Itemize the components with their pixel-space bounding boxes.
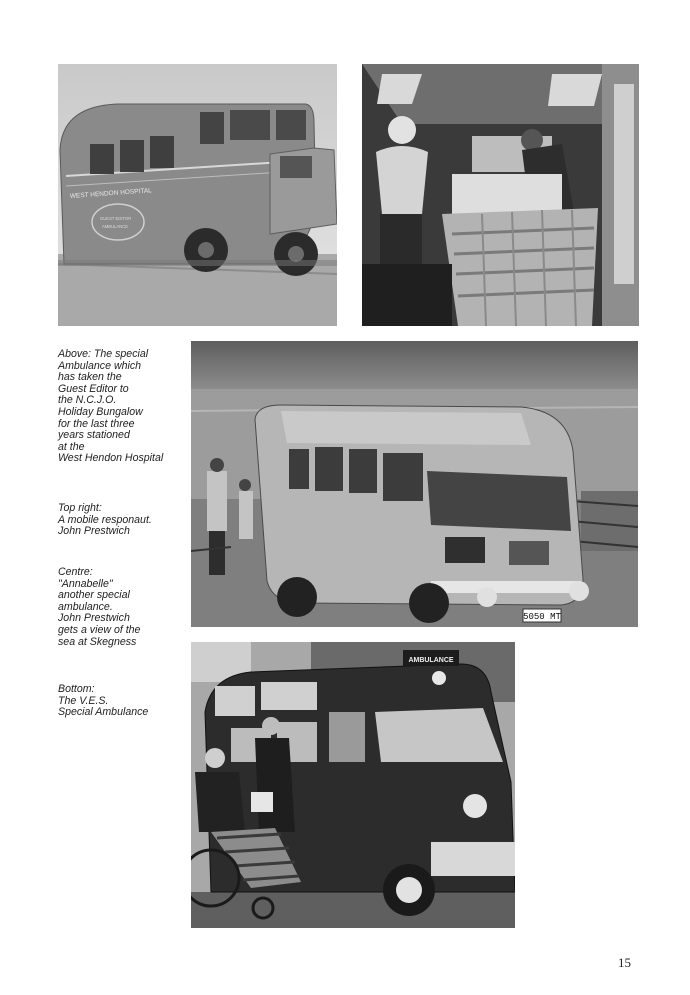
caption-line: John Prestwich [58,612,130,625]
caption-line: John Prestwich [58,525,130,538]
caption-line: has taken the [58,371,122,384]
photo-ves-ambulance [191,642,515,928]
caption-line: Holiday Bungalow [58,405,143,418]
caption-line: for the last three [58,417,135,430]
caption-line: "Annabelle" [58,577,113,590]
number-plate: 5050 MT [523,612,561,622]
caption-line: another special [58,589,130,602]
trailer-lettering: WEST HENDON HOSPITAL [69,187,153,200]
caption-line: Top right: [58,502,102,514]
caption-line: the N.C.J.O. [58,394,117,407]
caption-bottom [58,684,183,719]
caption-top-right [58,503,183,538]
caption-above [58,349,183,465]
caption-line: Bottom: [58,683,95,695]
caption-line: at the [58,440,85,453]
caption-line: The V.E.S. [58,694,109,707]
photo-ambulance-interior [362,64,639,326]
caption-line: West Hendon Hospital [58,452,164,465]
photo-annabelle-ambulance [191,341,638,627]
page-number: 15 [618,955,631,970]
caption-line: Special Ambulance [58,706,149,719]
photo-hospital-ambulance [58,64,337,326]
seal-lettering-2: AMBULANCE [102,224,129,229]
caption-line: Guest Editor to [58,382,129,395]
caption-line: A mobile responaut. [58,513,152,526]
caption-line: ambulance. [58,600,113,613]
caption-line: Above: The special [58,348,149,360]
ambulance-sign: AMBULANCE [408,657,454,664]
caption-line: Ambulance which [58,359,142,372]
caption-line: gets a view of the [58,623,141,636]
caption-line: Centre: [58,566,93,578]
caption-centre [58,567,183,648]
caption-line: sea at Skegness [58,635,137,648]
caption-line: years stationed [58,429,130,442]
seal-lettering-1: GUEST EDITOR [100,216,132,221]
